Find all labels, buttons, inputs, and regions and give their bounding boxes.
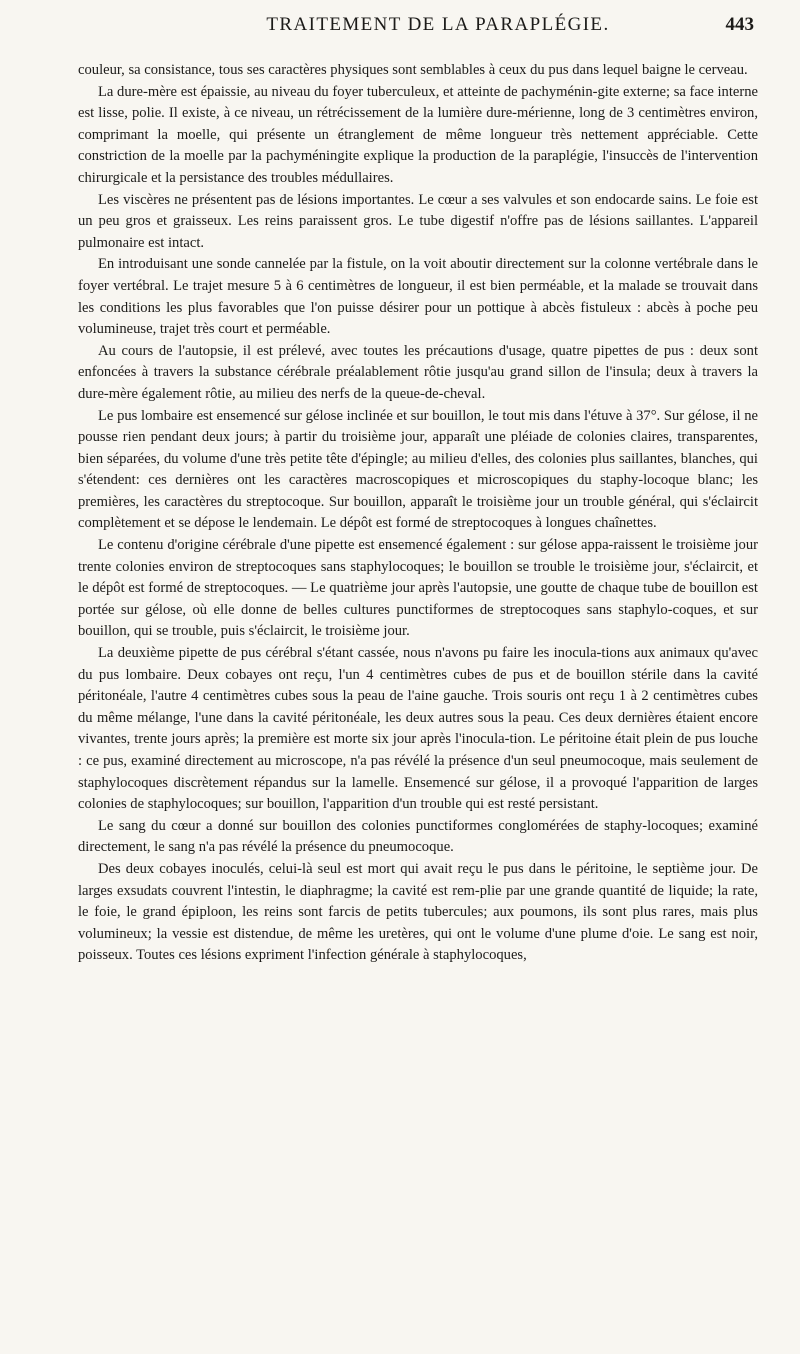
paragraph-heart-blood: Le sang du cœur a donné sur bouillon des colonies punctiformes conglomérées de staphy-locoques; examiné directement, le sang n'a pas révélé la présence du pneumocoque. xyxy=(78,817,758,856)
paragraph-pus-description: couleur, sa consistance, tous ses caractères physiques sont semblables à ceux du pus dans lequel baigne le cerveau. xyxy=(78,62,748,78)
paragraph-guinea-pigs: Des deux cobayes inoculés, celui-là seul est mort qui avait reçu le pus dans le péritoine, le septième jour. De larges exsudats couvrent l'intestin, le diaphragme; la cavité est rem-plie par une grande quantité de liquide; la rate, le foie, le grand épiploon, les reins sont farcis de petits tubercules; aux poumons, ils sont plus rares, mais plus volumineux; la vessie est distendue, de même les uretères, qui ont le volume d'une plume d'oie. Le sang est noir, poisseux. Toutes ces lésions expriment l'infection générale à staphylocoques, xyxy=(78,860,758,964)
body-text xyxy=(78,60,758,967)
running-title: TRAITEMENT DE LA PARAPLÉGIE. xyxy=(266,14,610,35)
paragraph-lumbar-pus-culture: Le pus lombaire est ensemencé sur gélose inclinée et sur bouillon, le tout mis dans l'étuve à 37°. Sur gélose, il ne pousse rien pendant deux jours; à partir du troisième jour, apparaît une pléiade de colonies claires, transparentes, bien séparées, du volume d'une très petite tête d'épingle; au milieu d'elles, des colonies plus saillantes, blanches, qui s'étendent: ces dernières ont les caractères macroscopiques et microscopiques du staphy-locoque blanc; les premières, les caractères du streptocoque. Sur bouillon, apparaît le troisième jour un trouble général, qui s'éclaircit complètement et se dépose le lendemain. Le dépôt est formé de streptocoques à longues chaînettes. xyxy=(78,407,758,532)
paragraph-dura-mater: La dure-mère est épaissie, au niveau du foyer tuberculeux, et atteinte de pachyménin-gite externe; sa face interne est lisse, polie. Il existe, à ce niveau, un rétrécissement de la lumière dure-mérienne, long de 3 centimètres environ, comprimant la moelle, qui présente un étranglement de même longueur très nettement appréciable. Cette constriction de la moelle par la pachyméningite explique la production de la paraplégie, l'insuccès de l'intervention chirurgicale et la persistance des troubles médullaires. xyxy=(78,83,758,186)
paragraph-fistula-probe: En introduisant une sonde cannelée par la fistule, on la voit aboutir directement sur la colonne vertébrale dans le foyer vertébral. Le trajet mesure 5 à 6 centimètres de longueur, il est bien perméable, et la malade se trouvait dans les conditions les plus favorables que l'on puisse désirer pour un pottique à abcès fistuleux : abcès à poche peu volumineuse, trajet très court et perméable. xyxy=(78,256,758,338)
running-head xyxy=(78,14,758,44)
paragraph-pipettes: Au cours de l'autopsie, il est prélevé, avec toutes les précautions d'usage, quatre pipettes de pus : deux sont enfoncées à travers la substance cérébrale préalablement rôtie jusqu'au grand sillon de l'insula; deux à travers la dure-mère également rôtie, au milieu des nerfs de la queue-de-cheval. xyxy=(78,342,758,402)
page-number: 443 xyxy=(725,14,754,35)
paragraph-viscera: Les viscères ne présentent pas de lésions importantes. Le cœur a ses valvules et son endocarde sains. Le foie est un peu gros et graisseux. Les reins paraissent gros. Le tube digestif n'offre pas de lésions saillantes. L'appareil pulmonaire est intact. xyxy=(78,191,758,251)
paragraph-inoculations: La deuxième pipette de pus cérébral s'étant cassée, nous n'avons pu faire les inocula-tions aux animaux qu'avec du pus lombaire. Deux cobayes ont reçu, l'un 4 centimètres cubes de pus et de bouillon stérile dans la cavité péritonéale, l'autre 4 centimètres cubes sous la peau de l'aine gauche. Trois souris ont reçu 1 à 2 centimètres cubes du même mélange, l'une dans la cavité péritonéale, les deux autres sous la peau. Ces deux dernières étaient encore vivantes, trente jours après; la première est morte six jour après l'inocula-tion. Le péritoine était plein de pus louche : ce pus, examiné directement au microscope, n'a pas révélé la présence d'un seul pneumocoque, mais seulement de staphylocoques discrètement répandus sur la lamelle. Ensemencé sur gélose, il a provoqué l'apparition de larges colonies de staphylocoques; sur bouillon, l'apparition d'un trouble qui est resté persistant. xyxy=(78,645,758,813)
paragraph-cerebral-culture: Le contenu d'origine cérébrale d'une pipette est ensemencé également : sur gélose appa-raissent le troisième jour trente colonies environ de streptocoques sans staphylocoques; le bouillon se trouble le troisième jour, s'éclaircit, et le dépôt est formé de streptocoques. — Le quatrième jour après l'autopsie, une goutte de chaque tube de bouillon est portée sur gélose, où elle donne de belles cultures punctiformes de streptocoques sans staphylo-coques, et sur bouillon, qui se trouble, puis s'éclaircit, le troisième jour. xyxy=(78,537,758,640)
